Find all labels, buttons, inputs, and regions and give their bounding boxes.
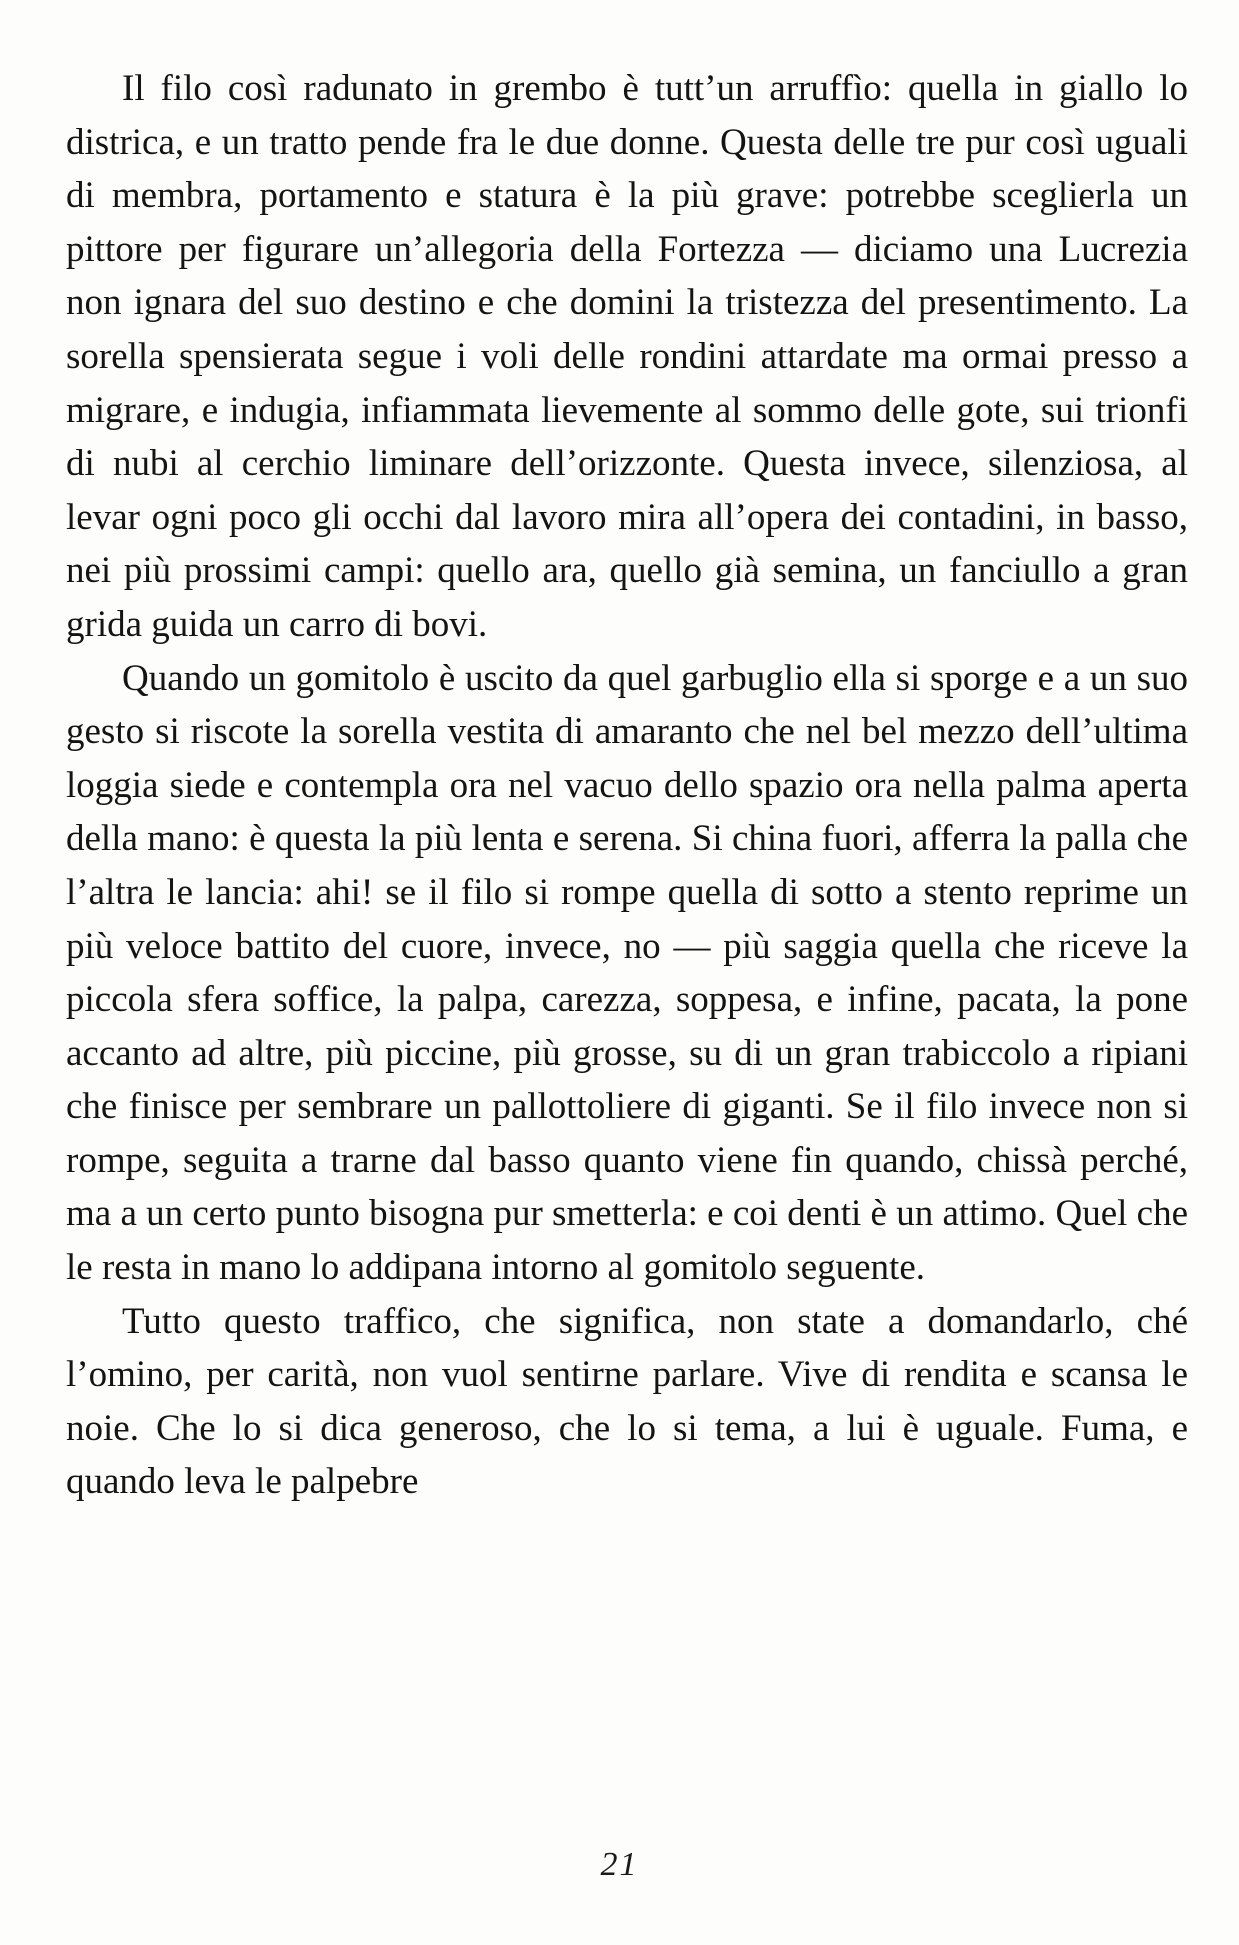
paragraph-1: Il filo così radunato in grembo è tutt’un arruffìo: quella in giallo lo districa, e un tratto pende fra le due donne. Questa delle tre pur così uguali di membra, portamento e statura è la più grave: potrebbe sceglierla un pittore per figurare un’allegoria della Fortezza — diciamo una Lucrezia non ignara del suo destino e che domini la tristezza del presentimento. La sorella spensierata segue i voli delle rondini attardate ma ormai presso a migrare, e indugia, infiammata lievemente al sommo delle gote, sui trionfi di nubi al cerchio liminare dell’orizzonte. Questa invece, silenziosa, al levar ogni poco gli occhi dal lavoro mira all’opera dei contadini, in basso, nei più prossimi campi: quello ara, quello già semina, un fanciullo a gran grida guida un carro di bovi.: [66, 68, 1188, 645]
paragraph-2: Quando un gomitolo è uscito da quel garbuglio ella si sporge e a un suo gesto si riscote la sorella vestita di amaranto che nel bel mezzo dell’ultima loggia siede e contempla ora nel vacuo dello spazio ora nella palma aperta della mano: è questa la più lenta e serena. Si china fuori, afferra la palla che l’altra le lancia: ahi! se il filo si rompe quella di sotto a stento reprime un più veloce battito del cuore, invece, no — più saggia quella che riceve la piccola sfera soffice, la palpa, carezza, soppesa, e infine, pacata, la pone accanto ad altre, più piccine, più grosse, su di un gran trabiccolo a ripiani che finisce per sembrare un pallottoliere di giganti. Se il filo invece non si rompe, seguita a trarne dal basso quanto viene fin quando, chissà perché, ma a un certo punto bisogna pur smetterla: e coi denti è un attimo. Quel che le resta in mano lo addipana intorno al gomitolo seguente.: [66, 657, 1188, 1289]
page-number: 21: [600, 1846, 639, 1883]
paragraph-3: Tutto questo traffico, che significa, non state a domandarlo, ché l’omino, per carità, non vuol sentirne parlare. Vive di rendita e scansa le noie. Che lo si dica generoso, che lo si tema, a lui è uguale. Fuma, e quando leva le palpebre: [66, 1300, 1188, 1503]
body-text: [66, 62, 1188, 1509]
